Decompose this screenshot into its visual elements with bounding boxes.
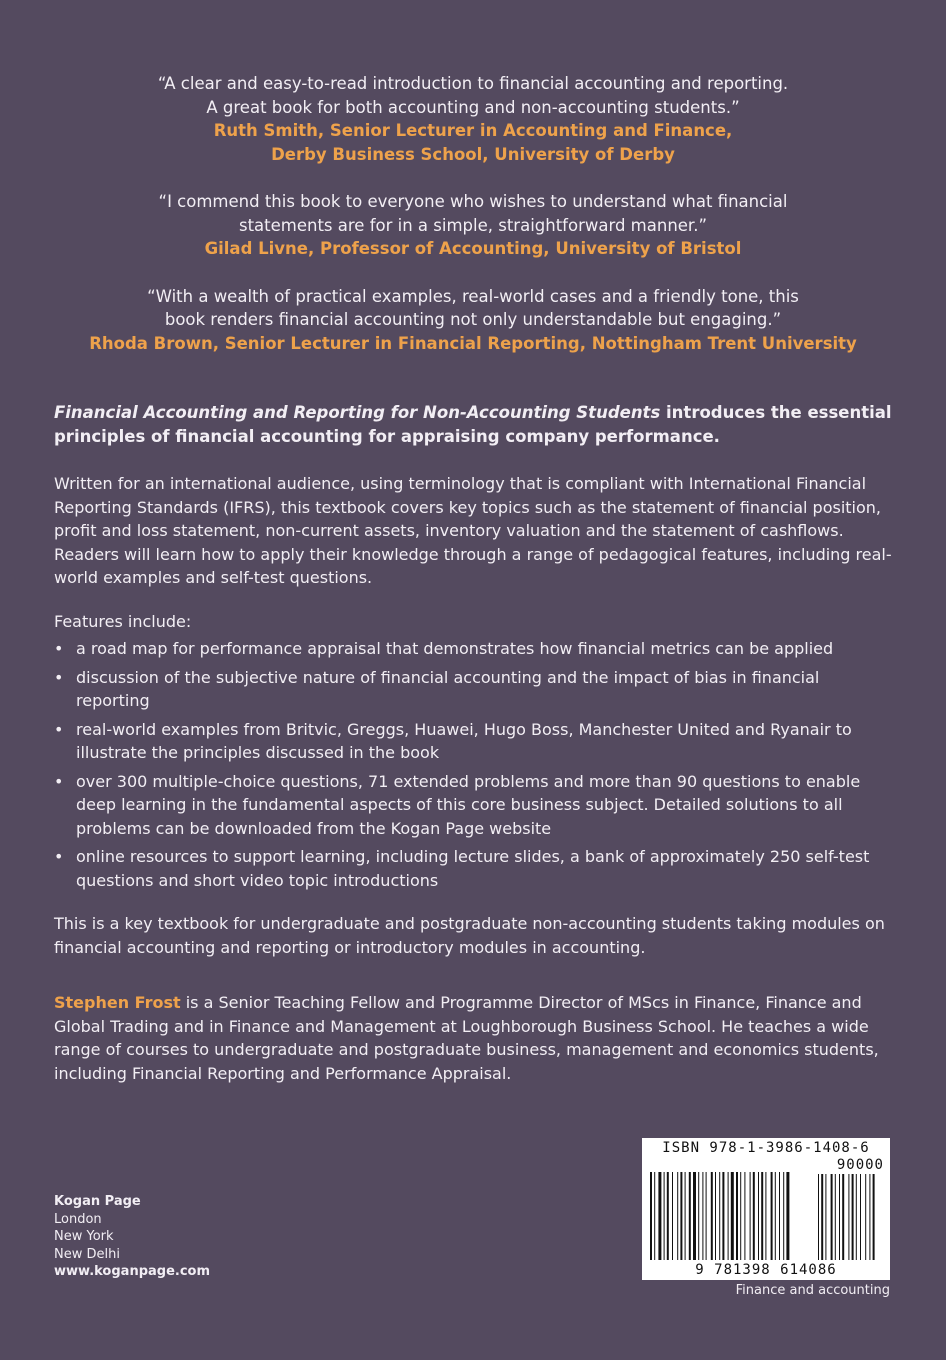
barcode-bar bbox=[750, 1172, 751, 1260]
barcode-bar bbox=[693, 1172, 696, 1260]
barcode-bar bbox=[758, 1172, 759, 1260]
barcode-bar bbox=[736, 1172, 738, 1260]
endorsement-2 bbox=[0, 190, 946, 261]
quote-line: book renders financial accounting not only understandable but engaging.” bbox=[164, 310, 782, 329]
author-name: Stephen Frost bbox=[54, 993, 181, 1012]
barcode-bar bbox=[667, 1172, 669, 1260]
isbn-label: ISBN 978-1-3986-1408-6 bbox=[662, 1140, 870, 1156]
barcode-bar bbox=[685, 1172, 686, 1260]
feature-item bbox=[54, 637, 894, 661]
publisher-website[interactable]: www.koganpage.com bbox=[54, 1264, 211, 1279]
bullet: • bbox=[54, 847, 64, 866]
barcode-bar bbox=[664, 1172, 665, 1260]
price-bar bbox=[848, 1174, 849, 1260]
quote-line: statements are for in a simple, straightforward manner.” bbox=[238, 215, 707, 235]
barcode-bar bbox=[753, 1172, 755, 1260]
price-bar bbox=[831, 1174, 833, 1260]
barcode-bar bbox=[654, 1172, 655, 1260]
barcode-bar bbox=[677, 1172, 678, 1260]
barcode-bar bbox=[722, 1172, 724, 1260]
barcode-bar bbox=[706, 1172, 707, 1260]
barcode bbox=[642, 1138, 890, 1280]
feature-item bbox=[54, 718, 894, 765]
quote-attribution: Ruth Smith, Senior Lecturer in Accounting and Finance, bbox=[213, 121, 733, 140]
barcode-bar bbox=[775, 1172, 776, 1260]
barcode-bar bbox=[658, 1172, 661, 1260]
features-list bbox=[54, 637, 894, 892]
publisher-city: London bbox=[54, 1211, 102, 1227]
barcode-bar bbox=[719, 1172, 720, 1260]
bullet: • bbox=[54, 771, 64, 791]
publisher-name: Kogan Page bbox=[54, 1194, 141, 1209]
quote-line: “A clear and easy-to-read introduction to financial accounting and reporting. bbox=[157, 74, 789, 93]
quote-attribution: Derby Business School, University of Derby bbox=[271, 144, 675, 164]
barcode-bar bbox=[702, 1172, 703, 1260]
price-bar bbox=[873, 1174, 875, 1260]
barcode-bar bbox=[783, 1172, 784, 1260]
feature-text: online resources to support learning, including lecture slides, a bank of approximately 250 self-test questions and short video topic introductions bbox=[76, 847, 870, 890]
quote-line: “With a wealth of practical examples, real-world cases and a friendly tone, this bbox=[147, 286, 799, 306]
barcode-bar bbox=[731, 1172, 734, 1260]
barcode-bar bbox=[728, 1172, 729, 1260]
barcode-bar bbox=[765, 1172, 766, 1260]
barcode-bar bbox=[711, 1172, 713, 1260]
barcode-bar bbox=[779, 1172, 780, 1260]
barcode-bar bbox=[698, 1172, 699, 1260]
audience-paragraph: This is a key textbook for undergraduate and postgraduate non-accounting students taking modules on financial accounting and reporting or introductory modules in accounting. bbox=[54, 914, 885, 957]
barcode-bar bbox=[740, 1172, 741, 1260]
feature-text: a road map for performance appraisal that demonstrates how financial metrics can be applied bbox=[76, 639, 834, 658]
barcode-number: 9 781398 614086 bbox=[695, 1262, 837, 1278]
price-bar bbox=[818, 1174, 819, 1260]
bullet: • bbox=[54, 639, 64, 658]
feature-item bbox=[54, 845, 894, 892]
publisher-city: New York bbox=[54, 1229, 114, 1244]
barcode-bar bbox=[786, 1172, 789, 1260]
price-bar bbox=[825, 1174, 826, 1260]
blurb bbox=[54, 401, 894, 1105]
description-paragraph: Written for an international audience, using terminology that is compliant with International Financial Reporting Standards (IFRS), this textbook covers key topics such as the statement of financial position, profit and loss statement, non-current assets, inventory valuation and the statement of cashflows. Readers will learn how to apply their knowledge through a range of pedagogical features, including real-world examples and self-test questions. bbox=[54, 474, 892, 587]
barcode-bar bbox=[715, 1172, 716, 1260]
price-bar bbox=[865, 1174, 866, 1260]
price-bar bbox=[856, 1174, 857, 1260]
price-bar bbox=[842, 1174, 844, 1260]
publisher-block bbox=[54, 1193, 210, 1281]
feature-text: over 300 multiple-choice questions, 71 extended problems and more than 90 questions to enable deep learning in the fundamental aspects of this core business subject. Detailed solutions to all problems can be downloaded from the Kogan Page website bbox=[76, 771, 861, 838]
price-bar bbox=[835, 1174, 836, 1260]
barcode-bar bbox=[761, 1172, 763, 1260]
intro-paragraph bbox=[54, 401, 894, 448]
features-heading: Features include: bbox=[54, 611, 192, 631]
quote-attribution: Gilad Livne, Professor of Accounting, University of Bristol bbox=[204, 239, 742, 258]
price-bar bbox=[860, 1174, 861, 1260]
price-bar bbox=[852, 1174, 854, 1260]
feature-item bbox=[54, 770, 894, 841]
publisher-city: New Delhi bbox=[54, 1246, 120, 1262]
price-bar bbox=[821, 1174, 823, 1260]
quote-attribution: Rhoda Brown, Senior Lecturer in Financial Reporting, Nottingham Trent University bbox=[89, 333, 857, 353]
barcode-bar bbox=[672, 1172, 673, 1260]
feature-item bbox=[54, 666, 894, 713]
book-title: Financial Accounting and Reporting for Non-Accounting Students bbox=[54, 403, 661, 422]
endorsement-3 bbox=[0, 285, 946, 356]
price-bar bbox=[869, 1174, 870, 1260]
endorsement-1 bbox=[0, 72, 946, 166]
bullet: • bbox=[54, 667, 64, 687]
bullet: • bbox=[54, 719, 64, 739]
barcode-bars bbox=[642, 1138, 890, 1280]
author-bio bbox=[54, 991, 894, 1085]
barcode-bar bbox=[650, 1172, 652, 1260]
barcode-bar bbox=[771, 1172, 773, 1260]
barcode-bar bbox=[689, 1172, 691, 1260]
quote-line: “I commend this book to everyone who wishes to understand what financial bbox=[158, 192, 788, 211]
price-code: 90000 bbox=[836, 1157, 884, 1173]
category-label: Finance and accounting bbox=[735, 1283, 890, 1298]
price-bar bbox=[839, 1174, 840, 1260]
barcode-bar bbox=[680, 1172, 682, 1260]
feature-text: real-world examples from Britvic, Greggs, Huawei, Hugo Boss, Manchester United and Ryanair to illustrate the principles discussed in the book bbox=[76, 719, 852, 762]
barcode-bar bbox=[744, 1172, 745, 1260]
feature-text: discussion of the subjective nature of financial accounting and the impact of bias in financial reporting bbox=[76, 667, 820, 710]
author-bio-text: is a Senior Teaching Fellow and Programme Director of MScs in Finance, Finance and Global Trading and in Finance and Management at Loughborough Business School. He teaches a wide range of courses to undergraduate and postgraduate business, management and economics students, including Financial Reporting and Performance Appraisal. bbox=[54, 993, 879, 1083]
quote-line: A great book for both accounting and non-accounting students.” bbox=[206, 97, 740, 117]
endorsements bbox=[0, 72, 946, 379]
intro-rest: introduces the essential principles of financial accounting for appraising company performance. bbox=[54, 403, 892, 446]
